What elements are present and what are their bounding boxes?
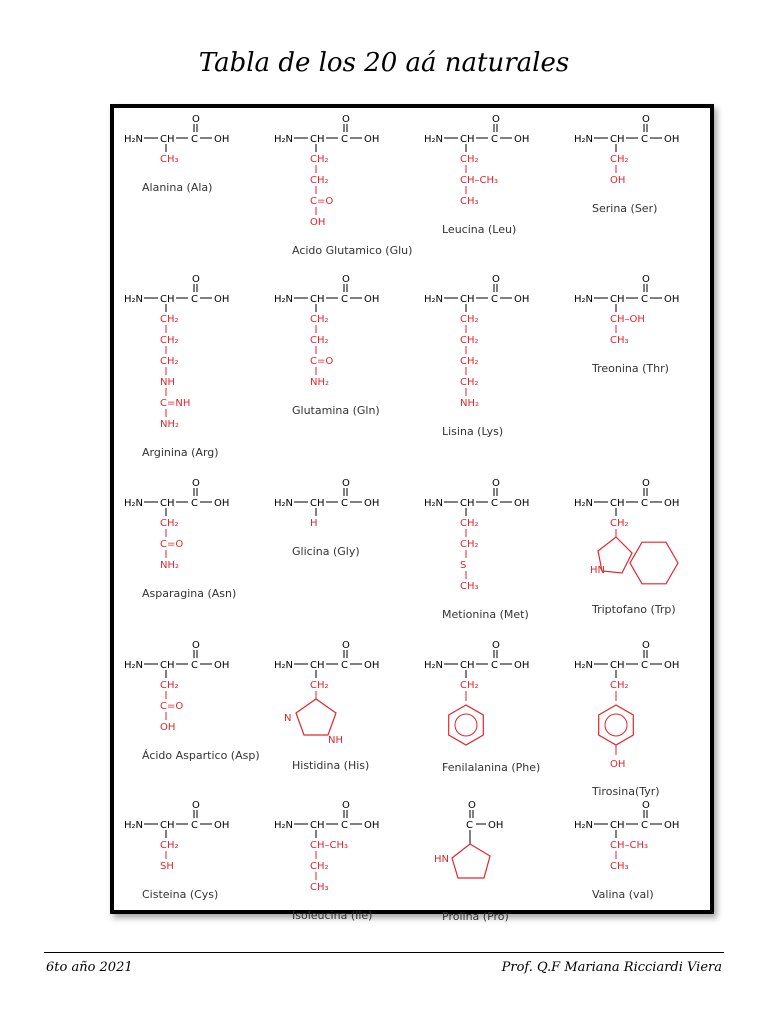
amine-label: H₂N [574, 134, 594, 145]
oxygen-label: O [192, 800, 200, 811]
oxygen-label: O [642, 114, 650, 125]
side-chain-group: CH₂ [310, 680, 329, 691]
side-chain-group: OH [610, 175, 626, 186]
structure-drawing [420, 638, 570, 800]
side-chain-group: CH₂ [310, 154, 329, 165]
ring-nitrogen-label: N [284, 713, 292, 724]
carbon-label: C [341, 660, 348, 671]
structure-drawing [570, 112, 720, 274]
amino-acid-name: Leucina (Leu) [442, 223, 517, 236]
amine-label: H₂N [124, 660, 144, 671]
amino-acid-name: Asparagina (Asn) [142, 587, 237, 600]
amino-acid-name: Tirosina(Tyr) [592, 785, 660, 798]
hydroxyl-label: OH [664, 134, 680, 145]
structure-drawing [420, 112, 570, 274]
amino-acid-card [270, 112, 420, 274]
side-chain-group: CH₂ [160, 680, 179, 691]
side-chain-group: CH₂ [460, 518, 479, 529]
side-chain-group: CH₂ [310, 314, 329, 325]
hydroxyl-label: OH [664, 660, 680, 671]
alpha-carbon-label: CH [160, 820, 175, 831]
amino-acid-name: Treonina (Thr) [592, 362, 669, 375]
side-chain-group: CH₃ [160, 154, 179, 165]
side-chain-group: CH₂ [460, 314, 479, 325]
hydroxyl-label: OH [364, 820, 380, 831]
side-chain-group: CH₂ [160, 314, 179, 325]
amino-acid-card [120, 638, 270, 800]
carbon-label: C [341, 294, 348, 305]
side-chain-group: NH₂ [460, 398, 480, 409]
amino-acid-name: Arginina (Arg) [142, 446, 219, 459]
side-chain-group: C=O [160, 539, 184, 550]
carbon-label: C [491, 134, 498, 145]
structure-drawing [570, 638, 720, 800]
aromatic-circle [605, 714, 627, 736]
carbon-label: C [641, 820, 648, 831]
carbon-label: C [341, 820, 348, 831]
side-chain-group: OH [160, 722, 176, 733]
carbon-label: C [191, 660, 198, 671]
benzene-ring [630, 542, 678, 584]
carbon-label: C [191, 134, 198, 145]
alpha-carbon-label: CH [460, 498, 475, 509]
alpha-carbon-label: CH [160, 294, 175, 305]
hydroxyl-label: OH [214, 820, 230, 831]
structure-drawing [270, 272, 420, 472]
structure-drawing [120, 476, 270, 638]
structure-drawing [570, 798, 720, 960]
hydroxyl-label: OH [664, 294, 680, 305]
carbon-label: C [491, 294, 498, 305]
hydroxyl-label: OH [664, 498, 680, 509]
oxygen-label: O [192, 274, 200, 285]
side-chain-group: CH–CH₃ [610, 840, 649, 851]
side-chain-group: CH₃ [610, 861, 629, 872]
carbon-label: C [491, 660, 498, 671]
amino-acid-table [110, 104, 714, 923]
structure-drawing [420, 798, 570, 960]
hydroxyl-label: OH [364, 660, 380, 671]
structure-drawing [120, 798, 270, 960]
alpha-carbon-label: CH [610, 498, 625, 509]
alpha-carbon-label: CH [610, 134, 625, 145]
amine-label: H₂N [124, 820, 144, 831]
side-chain-group: NH [160, 377, 175, 388]
footer-author: Prof. Q.F Mariana Ricciardi Viera [501, 960, 722, 975]
oxygen-label: O [342, 640, 350, 651]
amino-acid-name: Ácido Aspartico (Asp) [142, 749, 260, 762]
side-chain-group: CH₂ [460, 356, 479, 367]
hydroxyl-label: OH [214, 660, 230, 671]
side-chain-group: CH₂ [160, 518, 179, 529]
carbon-label: C [341, 134, 348, 145]
hydroxyl-group-label: OH [610, 759, 626, 770]
amino-acid-card [420, 798, 570, 960]
alpha-carbon-label: CH [460, 294, 475, 305]
side-chain-group: CH₂ [610, 154, 629, 165]
structure-drawing [420, 272, 570, 472]
amino-acid-card [570, 476, 720, 638]
amino-acid-name: Prolina (Pro) [442, 910, 509, 923]
side-chain-group: C=NH [160, 398, 191, 409]
amine-label: H₂N [424, 294, 444, 305]
aromatic-circle [455, 714, 477, 736]
amino-acid-card [570, 798, 720, 960]
alpha-carbon-label: CH [610, 820, 625, 831]
amino-acid-name: Histidina (His) [292, 759, 370, 772]
amino-acid-name: Acido Glutamico (Glu) [292, 244, 413, 257]
alpha-carbon-label: CH [460, 134, 475, 145]
amino-acid-card [270, 798, 420, 960]
side-chain-group: CH₂ [310, 175, 329, 186]
amino-acid-name: Fenilalanina (Phe) [442, 761, 541, 774]
side-chain-group: CH₂ [460, 539, 479, 550]
amine-label: H₂N [274, 820, 294, 831]
side-chain-group: CH–CH₃ [310, 840, 349, 851]
side-chain-group: C=O [160, 701, 184, 712]
oxygen-label: O [642, 274, 650, 285]
page-title: Tabla de los 20 aá naturales [198, 48, 570, 78]
side-chain-group: CH₃ [610, 335, 629, 346]
side-chain-group: CH₂ [610, 680, 629, 691]
amine-label: H₂N [424, 134, 444, 145]
amino-acid-card [120, 272, 270, 472]
ring-nitrogen-label: HN [434, 854, 449, 865]
oxygen-label: O [492, 114, 500, 125]
carbon-label: C [641, 134, 648, 145]
carbon-label: C [341, 498, 348, 509]
amino-acid-name: Alanina (Ala) [142, 181, 213, 194]
hydroxyl-label: OH [214, 134, 230, 145]
amino-acid-card [570, 272, 720, 472]
footer-divider [44, 952, 724, 953]
structure-drawing [270, 638, 420, 800]
side-chain-group: CH₂ [460, 154, 479, 165]
amino-acid-name: Glicina (Gly) [292, 545, 360, 558]
amino-acid-card [420, 476, 570, 638]
hydroxyl-label: OH [364, 294, 380, 305]
amino-acid-name: Glutamina (Gln) [292, 404, 380, 417]
amino-acid-name: Isoleucina (Ile) [292, 909, 373, 922]
alpha-carbon-label: CH [610, 660, 625, 671]
amine-label: H₂N [424, 498, 444, 509]
hydroxyl-label: OH [514, 498, 530, 509]
hydroxyl-label: OH [514, 294, 530, 305]
amine-label: H₂N [124, 294, 144, 305]
oxygen-label: O [192, 114, 200, 125]
side-chain-group: CH₂ [310, 861, 329, 872]
side-chain-group: CH₂ [160, 356, 179, 367]
amine-label: H₂N [574, 820, 594, 831]
pyrrolidine-ring [452, 844, 490, 878]
side-chain-group: CH₂ [460, 335, 479, 346]
side-chain-group: CH₂ [160, 335, 179, 346]
amino-acid-card [420, 272, 570, 472]
side-chain-group: OH [310, 217, 326, 228]
oxygen-label: O [642, 640, 650, 651]
amine-label: H₂N [124, 134, 144, 145]
amino-acid-card [570, 112, 720, 274]
alpha-carbon-label: CH [610, 294, 625, 305]
amino-acid-name: Triptofano (Trp) [592, 603, 676, 616]
amino-acid-name: Lisina (Lys) [442, 425, 504, 438]
side-chain-group: CH₂ [310, 335, 329, 346]
hydroxyl-label: OH [214, 294, 230, 305]
side-chain-group: CH₂ [460, 680, 479, 691]
amine-label: H₂N [574, 498, 594, 509]
amino-acid-card [120, 112, 270, 274]
structure-drawing [120, 638, 270, 800]
side-chain-group: CH₃ [310, 882, 329, 893]
amine-label: H₂N [574, 294, 594, 305]
oxygen-label: O [642, 478, 650, 489]
side-chain-group: CH₃ [460, 196, 479, 207]
hydroxyl-label: OH [364, 134, 380, 145]
alpha-carbon-label: CH [310, 820, 325, 831]
side-chain-group: S [460, 560, 467, 571]
carbon-label: C [641, 660, 648, 671]
amino-acid-name: Valina (val) [592, 888, 654, 901]
carbon-label: C [641, 294, 648, 305]
amine-label: H₂N [274, 660, 294, 671]
side-chain-group: NH₂ [160, 419, 180, 430]
side-chain-group: NH₂ [160, 560, 180, 571]
amino-acid-card [120, 476, 270, 638]
side-chain-group: C=O [310, 196, 334, 207]
amino-acid-name: Serina (Ser) [592, 202, 658, 215]
amino-acid-name: Metionina (Met) [442, 608, 529, 621]
hydroxyl-label: OH [364, 498, 380, 509]
hydroxyl-label: OH [514, 134, 530, 145]
carbon-label: C [191, 820, 198, 831]
amino-acid-card [570, 638, 720, 800]
side-chain-group: C=O [310, 356, 334, 367]
alpha-carbon-label: CH [310, 660, 325, 671]
side-chain-group: H [310, 518, 318, 529]
alpha-carbon-label: CH [160, 498, 175, 509]
side-chain-group: SH [160, 861, 174, 872]
amine-label: H₂N [424, 660, 444, 671]
structure-drawing [270, 798, 420, 960]
oxygen-label: O [192, 478, 200, 489]
footer-year: 6to año 2021 [46, 960, 133, 975]
side-chain-group: CH₃ [460, 581, 479, 592]
amino-acid-card [270, 476, 420, 638]
carbon-label: C [641, 498, 648, 509]
amine-label: H₂N [274, 294, 294, 305]
amine-label: H₂N [124, 498, 144, 509]
benzene-ring [599, 705, 634, 745]
oxygen-label: O [492, 478, 500, 489]
imidazole-ring [296, 699, 336, 735]
ring-nh-label: NH [328, 735, 343, 746]
structure-drawing [120, 272, 270, 472]
alpha-carbon-label: CH [160, 660, 175, 671]
side-chain-group: NH₂ [310, 377, 330, 388]
amine-label: H₂N [274, 134, 294, 145]
oxygen-label: O [642, 800, 650, 811]
benzene-ring [449, 705, 484, 745]
side-chain-group: CH₂ [610, 518, 629, 529]
amino-acid-card [120, 798, 270, 960]
carbon-label: C [191, 294, 198, 305]
side-chain-group: CH–OH [610, 314, 645, 325]
ring-nh-label: HN [590, 565, 605, 576]
oxygen-label: O [492, 640, 500, 651]
amino-acid-name: Cisteina (Cys) [142, 888, 219, 901]
amino-acid-card [420, 638, 570, 800]
carbon-label: C [491, 498, 498, 509]
hydroxyl-label: OH [664, 820, 680, 831]
side-chain-group: CH₂ [460, 377, 479, 388]
oxygen-label: O [342, 274, 350, 285]
alpha-carbon-label: CH [310, 294, 325, 305]
amino-acid-card [270, 272, 420, 472]
amine-label: H₂N [574, 660, 594, 671]
carbon-label: C [466, 820, 473, 831]
alpha-carbon-label: CH [160, 134, 175, 145]
hydroxyl-label: OH [214, 498, 230, 509]
oxygen-label: O [342, 478, 350, 489]
hydroxyl-label: OH [488, 820, 504, 831]
side-chain-group: CH–CH₃ [460, 175, 499, 186]
alpha-carbon-label: CH [310, 134, 325, 145]
alpha-carbon-label: CH [460, 660, 475, 671]
alpha-carbon-label: CH [310, 498, 325, 509]
oxygen-label: O [468, 800, 476, 811]
carbon-label: C [191, 498, 198, 509]
oxygen-label: O [192, 640, 200, 651]
amino-acid-card [420, 112, 570, 274]
oxygen-label: O [342, 800, 350, 811]
oxygen-label: O [342, 114, 350, 125]
amino-acid-card [270, 638, 420, 800]
amine-label: H₂N [274, 498, 294, 509]
hydroxyl-label: OH [514, 660, 530, 671]
oxygen-label: O [492, 274, 500, 285]
side-chain-group: CH₂ [160, 840, 179, 851]
